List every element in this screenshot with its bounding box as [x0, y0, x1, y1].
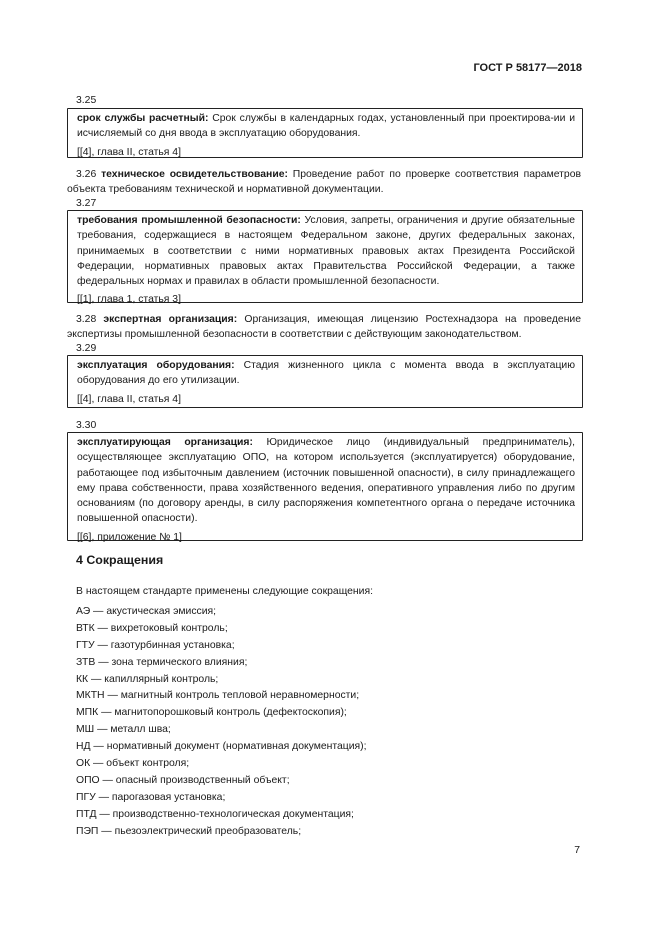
list-item: МКТН — магнитный контроль тепловой неравномерности; — [76, 690, 360, 702]
term-number-3-30: 3.30 — [76, 420, 97, 431]
list-item: ЗТВ — зона термического влияния; — [76, 656, 248, 668]
list-item: ПГУ — парогазовая установка; — [76, 791, 226, 803]
section-heading: 4 Сокращения — [76, 553, 164, 567]
term-reference: [[1], глава 1, статья 3] — [77, 294, 181, 306]
list-item: ОПО — опасный производственный объект; — [76, 774, 290, 786]
list-item: МШ — металл шва; — [76, 724, 171, 736]
term-reference: [[4], глава II, статья 4] — [77, 393, 181, 405]
term-definition-3-29 — [68, 358, 582, 389]
term-text: Срок службы в календарных годах, установленный при проектирова-ии и исчисляемый со дня ввода в эксплуатацию оборудования. — [77, 113, 575, 140]
list-item: ПЭП — пьезоэлектрический преобразователь; — [76, 825, 302, 837]
term-definition-3-27 — [68, 213, 582, 289]
term-name: техническое освидетельствование: — [101, 169, 288, 180]
term-definition-3-30 — [68, 435, 582, 527]
term-name: экспертная организация: — [103, 314, 238, 325]
term-name: срок службы расчетный: — [77, 113, 209, 124]
term-text: Условия, запреты, ограничения и другие обязательные требования, содержащиеся в настоящем Федеральном законе, других федеральных законах, принимаемых в соответствии с ними нормативных правовых актах Президента Российской Федерации, нормативных правовых актах Правительства Российской Федерации, а также федеральных нормах и правилах в области промышленной безопасности. — [77, 215, 575, 288]
term-number-3-25: 3.25 — [76, 95, 97, 106]
term-reference: [[6], приложение № 1] — [77, 531, 182, 543]
term-box-3-27 — [67, 210, 583, 306]
standard-designation: ГОСТ Р 58177—2018 — [473, 62, 582, 74]
term-paragraph-3-28 — [67, 312, 581, 343]
term-reference: [[4], глава II, статья 4] — [77, 146, 181, 158]
term-box-3-25 — [67, 108, 583, 158]
term-name: эксплуатация оборудования: — [77, 360, 235, 371]
section-intro: В настоящем стандарте применены следующие сокращения: — [76, 586, 373, 597]
list-item: ГТУ — газотурбинная установка; — [76, 639, 235, 651]
term-number-3-29: 3.29 — [76, 343, 97, 354]
page-number: 7 — [574, 845, 580, 856]
list-item: ОК — объект контроля; — [76, 758, 190, 770]
list-item: АЭ — акустическая эмиссия; — [76, 606, 217, 617]
term-text: Стадия жизненного цикла с момента ввода в эксплуатацию оборудования до его утилизации. — [77, 360, 575, 387]
list-item: ВТК — вихретоковый контроль; — [76, 622, 228, 634]
list-item: НД — нормативный документ (нормативная документация); — [76, 741, 367, 753]
term-definition-3-25 — [68, 111, 582, 142]
term-number-3-27: 3.27 — [76, 198, 97, 209]
list-item: МПК — магнитопорошковый контроль (дефектоскопия); — [76, 707, 347, 719]
term-box-3-30 — [67, 432, 583, 541]
abbreviation-list — [76, 604, 367, 840]
term-text: Юридическое лицо (индивидуальный предприниматель), осуществляющее эксплуатацию ОПО, на котором используется (эксплуатируется) оборудование, работающее под избыточным давлением (источник повышенной опасности), в силу принадлежащего ему права собственности, права хозяйственного ведения, оперативного управления либо по другим основаниям (по договору аренды, в силу распоряжения компетентного органа о передаче источника повышенной опасности). — [77, 437, 575, 525]
term-name: требования промышленной безопасности: — [77, 215, 301, 226]
term-name: эксплуатирующая организация: — [77, 437, 253, 448]
term-paragraph-3-26 — [67, 167, 581, 198]
term-number-3-26: 3.26 — [76, 169, 97, 180]
term-box-3-29 — [67, 355, 583, 408]
term-number-3-28: 3.28 — [76, 314, 97, 325]
list-item: ПТД — производственно-технологическая документация; — [76, 808, 354, 820]
term-text: Проведение работ по проверке соответствия параметров объекта требованиям технической и нормативной документации. — [67, 169, 581, 196]
list-item: КК — капиллярный контроль; — [76, 673, 219, 685]
term-text: Организация, имеющая лицензию Ростехнадзора на проведение экспертизы промышленной безопасности в соответствии с действующим законодательством. — [67, 314, 582, 341]
